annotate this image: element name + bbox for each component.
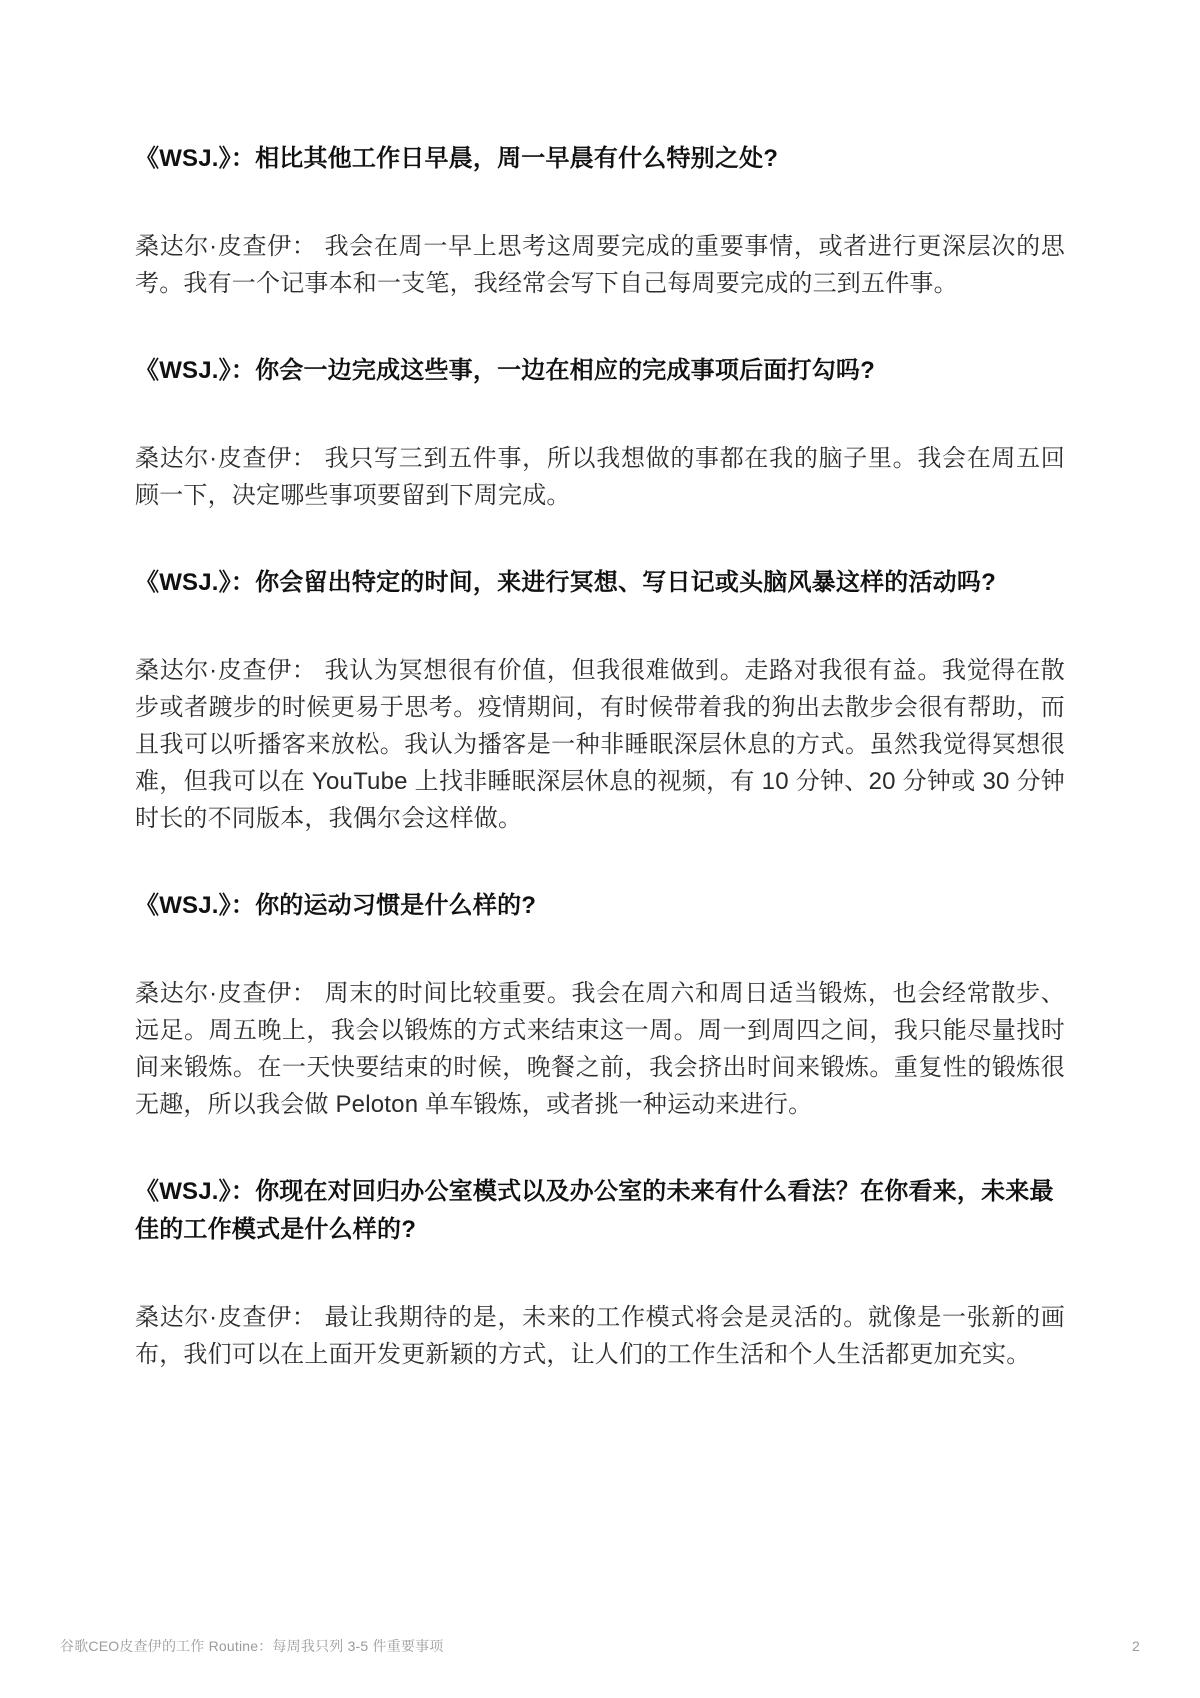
answer-text: 我认为冥想很有价值，但我很难做到。走路对我很有益。我觉得在散步或者踱步的时候更易于思考。疫情期间，有时候带着我的狗出去散步会很有帮助，而且我可以听播客来放松。我认为播客是一种非睡眠深层休息的方式。虽然我觉得冥想很难，但我可以在 YouTube 上找非睡眠深层休息的视频，有 10 分钟、20 分钟或 30 分钟时长的不同版本，我偶尔会这样做。 (135, 657, 1066, 832)
answer-text: 最让我期待的是，未来的工作模式将会是灵活的。就像是一张新的画布，我们可以在上面开发更新颖的方式，让人们的工作生活和个人生活都更加充实。 (135, 1304, 1066, 1368)
answer-paragraph (135, 440, 1065, 514)
footer-title: 谷歌CEO皮查伊的工作 Routine：每周我只列 3-5 件重要事项 (60, 1638, 444, 1654)
page-number: 2 (1132, 1638, 1140, 1654)
answer-speaker: 桑达尔·皮查伊： (135, 657, 317, 684)
question-text: 《WSJ.》：你会留出特定的时间，来进行冥想、写日记或头脑风暴这样的活动吗? (135, 569, 996, 596)
answer-speaker: 桑达尔·皮查伊： (135, 1304, 317, 1331)
page-footer (60, 1636, 1140, 1656)
answer-text: 周末的时间比较重要。我会在周六和周日适当锻炼，也会经常散步、远足。周五晚上，我会以锻炼的方式来结束这一周。周一到周四之间，我只能尽量找时间来锻炼。在一天快要结束的时候，晚餐之前，我会挤出时间来锻炼。重复性的锻炼很无趣，所以我会做 Peloton 单车锻炼，或者挑一种运动来进行。 (135, 980, 1066, 1118)
qa-block (135, 887, 1065, 1123)
qa-block (135, 140, 1065, 302)
answer-speaker: 桑达尔·皮查伊： (135, 980, 317, 1007)
answer-text: 我会在周一早上思考这周要完成的重要事情，或者进行更深层次的思考。我有一个记事本和一支笔，我经常会写下自己每周要完成的三到五件事。 (135, 233, 1066, 297)
qa-block (135, 564, 1065, 837)
qa-block (135, 1173, 1065, 1373)
question-text: 《WSJ.》：相比其他工作日早晨，周一早晨有什么特别之处? (135, 145, 779, 172)
answer-paragraph (135, 228, 1065, 302)
qa-block (135, 352, 1065, 514)
question-text: 《WSJ.》：你会一边完成这些事，一边在相应的完成事项后面打勾吗? (135, 357, 875, 384)
answer-paragraph (135, 1299, 1065, 1373)
answer-paragraph (135, 975, 1065, 1123)
question-text: 《WSJ.》：你的运动习惯是什么样的? (135, 892, 537, 919)
answer-text: 我只写三到五件事，所以我想做的事都在我的脑子里。我会在周五回顾一下，决定哪些事项要留到下周完成。 (135, 445, 1066, 509)
answer-speaker: 桑达尔·皮查伊： (135, 233, 317, 260)
answer-speaker: 桑达尔·皮查伊： (135, 445, 317, 472)
question-text: 《WSJ.》：你现在对回归办公室模式以及办公室的未来有什么看法？在你看来，未来最佳的工作模式是什么样的? (135, 1178, 1054, 1243)
answer-paragraph (135, 652, 1065, 837)
